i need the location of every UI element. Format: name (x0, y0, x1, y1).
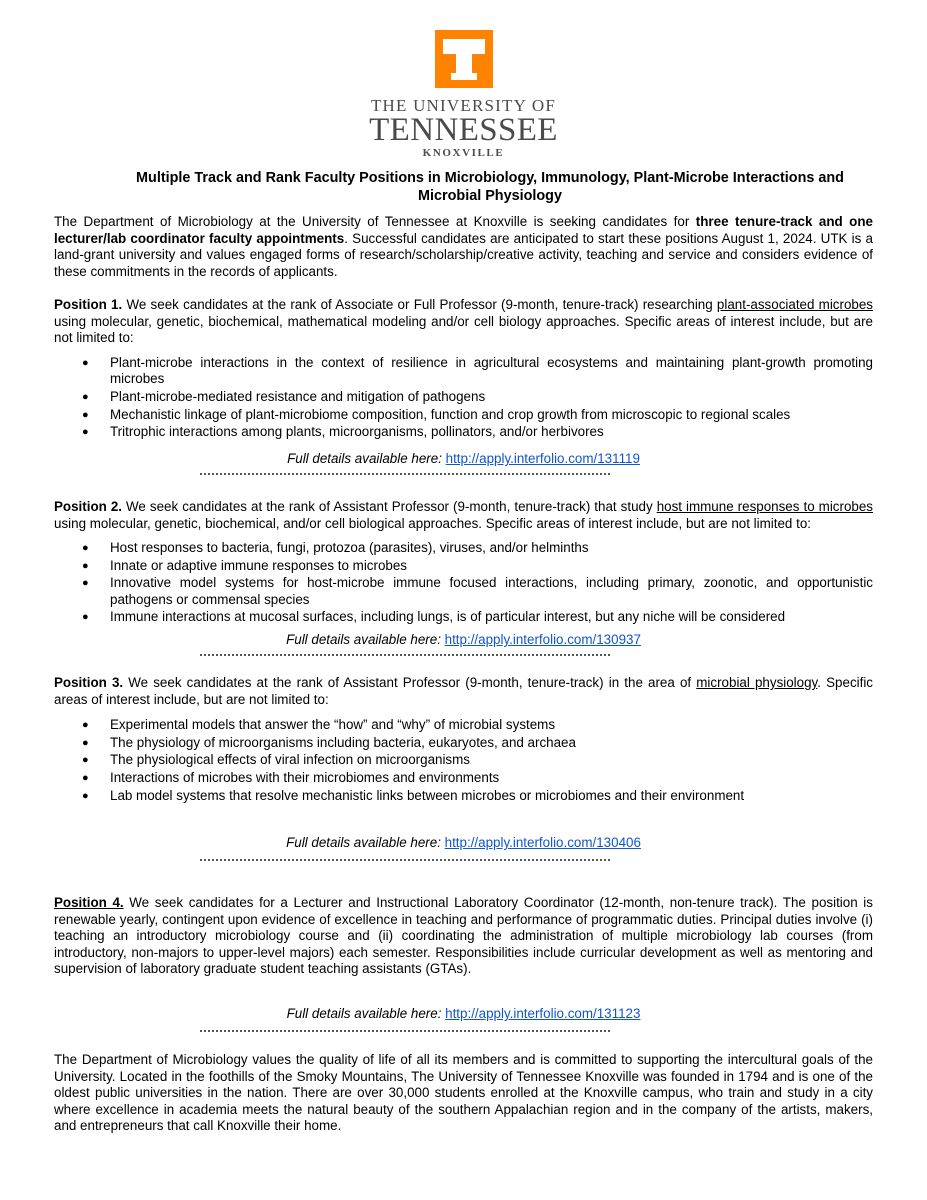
list-item: ● Plant-microbe interactions in the context of resilience in agricultural ecosystems and maintaining plant-growth promoting microbes (54, 355, 873, 387)
position-2-focus: host immune responses to microbes (656, 499, 873, 514)
university-logo (0, 30, 927, 160)
intro-post: . Successful candidates are anticipated to start these positions August 1, 2024. UTK is a land-grant university and values engaged forms of research/scholarship/creative activity, teaching and service and considers evidence of these commitments in the records of applicants. (54, 230, 873, 279)
position-3-post: . Specific areas of interest include, but are not limited to: (54, 675, 874, 707)
position-4-paragraph (54, 895, 873, 978)
position-4-label: Position 4. (54, 895, 124, 910)
details-label: Full details available here (286, 1006, 438, 1021)
list-item: ● Lab model systems that resolve mechanistic links between microbes or microbiomes and their environment (54, 788, 873, 804)
position-1-pre: We seek candidates at the rank of Associate or Full Professor (9-month, tenure-track) researching (122, 297, 717, 312)
logo-line-1: THE UNIVERSITY OF (370, 96, 557, 115)
position-3-focus: microbial physiology (696, 675, 818, 690)
position-2-link[interactable]: http://apply.interfolio.com/130937 (444, 632, 641, 647)
closing-paragraph: The Department of Microbiology values the quality of life of all its members and is committed to supporting the intercultural goals of the University. Located in the foothills of the Smoky Mountains, The University of Tennessee Knoxville was founded in 1794 and is one of the oldest public universities in the nation. There are over 30,000 students enrolled at the Knoxville campus, who train and study in a city where excellence in academia meets the natural beauty of the southern Appalachian region and in the company of the artists, makers, and entrepreneurs that call Knoxville their home. (54, 1052, 873, 1134)
divider (200, 859, 610, 861)
list-item: ● Host responses to bacteria, fungi, protozoa (parasites), viruses, and/or helminths (54, 540, 873, 556)
list-item: ● Mechanistic linkage of plant-microbiome composition, function and crop growth from microscopic to regional scales (54, 407, 873, 423)
intro-bold: three tenure-track and one lecturer/lab coordinator faculty appointments (54, 214, 873, 246)
divider (200, 1030, 610, 1032)
list-item: ● Interactions of microbes with their microbiomes and environments (54, 770, 873, 786)
details-label: Full details available here (286, 835, 438, 850)
position-3-bullets (54, 717, 873, 806)
position-4-details: Full details available here: http://apply.interfolio.com/131123 (286, 1006, 641, 1021)
logo-line-2: TENNESSEE (369, 112, 558, 148)
list-item: ● Innovative model systems for host-microbe immune focused interactions, including primary, zoonotic, and opportunistic pathogens or commensal species (54, 575, 873, 607)
position-3-link[interactable]: http://apply.interfolio.com/130406 (444, 835, 641, 850)
details-label: Full details available here (287, 451, 439, 466)
position-1-paragraph (54, 297, 873, 347)
intro-paragraph (54, 214, 873, 280)
divider (200, 654, 610, 656)
position-4-text: We seek candidates for a Lecturer and Instructional Laboratory Coordinator (12-month, non-tenure track). The position is renewable yearly, contingent upon evidence of excellence in teaching and performance of programmatic duties. Principal duties involve (i) teaching an introductory microbiology course and (ii) coordinating the administration of multiple microbiology lab courses (from introductory, non-majors to upper-level majors) each semester. Responsibilities include curricular development as well as mentoring and supervision of laboratory graduate student teaching assistants (GTAs). (54, 895, 873, 977)
position-1-label: Position 1. (54, 297, 123, 312)
position-1-details: Full details available here: http://apply.interfolio.com/131119 (287, 451, 640, 466)
position-1-bullets (54, 355, 873, 442)
list-item: ● Plant-microbe-mediated resistance and mitigation of pathogens (54, 389, 873, 405)
list-item: ● Innate or adaptive immune responses to microbes (54, 558, 873, 574)
list-item: ● Tritrophic interactions among plants, microorganisms, pollinators, and/or herbivores (54, 424, 873, 440)
position-2-post: using molecular, genetic, biochemical, and/or cell biological approaches. Specific areas of interest include, but are not limited to: (54, 515, 811, 531)
intro-pre: The Department of Microbiology at the University of Tennessee at Knoxville is seeking candidates for (54, 214, 696, 229)
list-item: ● The physiological effects of viral infection on microorganisms (54, 752, 873, 768)
position-2-pre: We seek candidates at the rank of Assistant Professor (9-month, tenure-track) that study (122, 499, 657, 514)
position-1-focus: plant-associated microbes (716, 297, 873, 312)
details-label: Full details available here (286, 632, 438, 647)
position-2-paragraph (54, 499, 873, 532)
position-3-label: Position 3. (54, 675, 124, 690)
list-item: ● Immune interactions at mucosal surfaces, including lungs, is of particular interest, but any niche will be considered (54, 609, 873, 625)
position-1-post: using molecular, genetic, biochemical, mathematical modeling and/or cell biology approaches. Specific areas of interest include, but are not limited to: (54, 313, 873, 346)
position-3-paragraph (54, 675, 873, 708)
position-3-details: Full details available here: http://apply.interfolio.com/130406 (286, 835, 641, 850)
position-2-details: Full details available here: http://apply.interfolio.com/130937 (286, 632, 641, 647)
list-item: ● The physiology of microorganisms including bacteria, eukaryotes, and archaea (54, 735, 873, 751)
position-3-pre: We seek candidates at the rank of Assistant Professor (9-month, tenure-track) in the area of (123, 675, 697, 690)
divider (200, 473, 610, 475)
list-item: ● Experimental models that answer the “how” and “why” of microbial systems (54, 717, 873, 733)
position-2-label: Position 2. (54, 499, 123, 514)
logo-line-3: KNOXVILLE (422, 147, 505, 159)
power-t-logo-icon (435, 30, 493, 88)
position-2-bullets (54, 540, 873, 627)
page-title: Multiple Track and Rank Faculty Positions in Microbiology, Immunology, Plant-Microbe Interactions and Microbial Physiology (136, 170, 844, 204)
position-4-link[interactable]: http://apply.interfolio.com/131123 (445, 1006, 641, 1021)
position-1-link[interactable]: http://apply.interfolio.com/131119 (445, 451, 640, 466)
